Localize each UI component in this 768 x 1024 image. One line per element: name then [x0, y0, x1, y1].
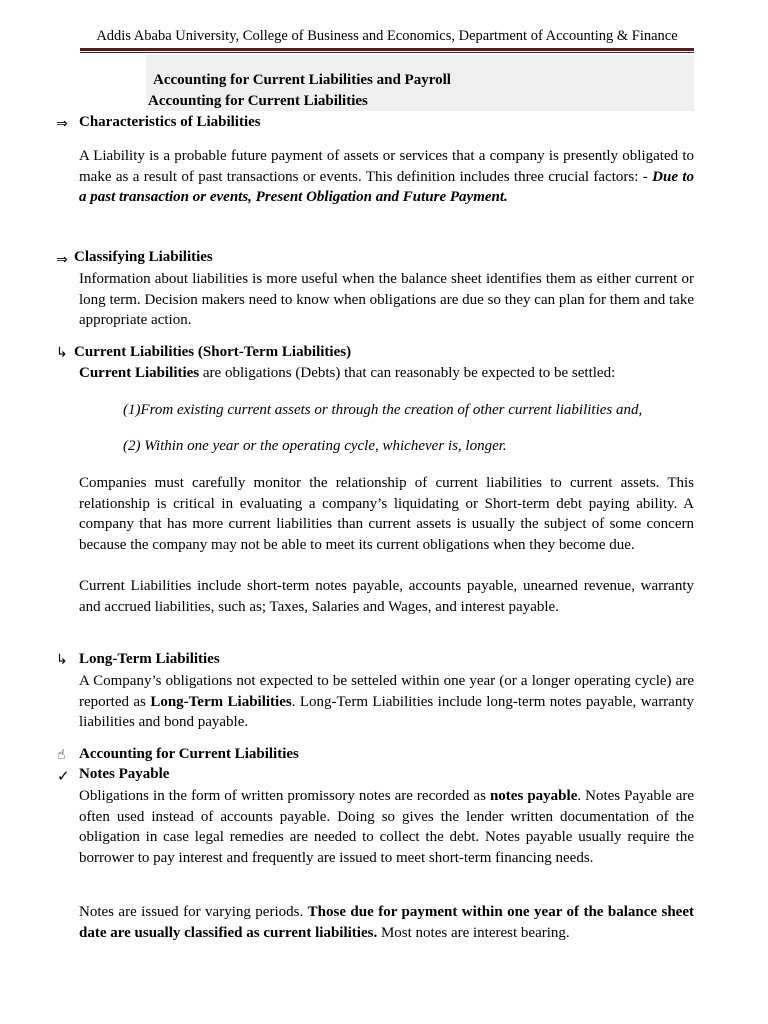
factors-emphasis: Due to a past transaction or events, Present Obligation and Future Payment.	[79, 168, 695, 206]
arrow-icon: ⇒	[56, 116, 68, 132]
paragraph-notes-payable: Obligations in the form of written promissory notes are recorded as notes payable. Notes Payable are often used instead of accounts payable. Doing so gives the lender written documentation of the obligation in case legal remedies are needed to collect the debt. Notes payable usually require the borrower to pay interest and frequently are issued to meet short-term financing needs.	[79, 788, 695, 866]
criteria-item-1: (1)From existing current assets or through the creation of other current liabilities and,	[123, 402, 643, 418]
heading-classifying: Classifying Liabilities	[74, 249, 213, 265]
paragraph-current-relationship: Companies must carefully monitor the relationship of current liabilities to current assets. This relationship is critical in evaluating a company’s liquidating or Short-term debt paying ability. A company that has more current liabilities than current assets is usually the subject of some concern because the company may not be able to meet its current obligations when they become due.	[79, 475, 694, 553]
heading-characteristics: Characteristics of Liabilities	[79, 114, 261, 130]
hook-arrow-icon: ↳	[56, 652, 68, 668]
paragraph-current-definition: Current Liabilities are obligations (Debts) that can reasonably be expected to be settled:	[79, 365, 616, 381]
paragraph-classifying: Information about liabilities is more useful when the balance sheet identifies them as either current or long term. Decision makers need to know when obligations are due so they can plan for them and take appropriate action.	[79, 271, 694, 329]
heading-notes-payable: Notes Payable	[79, 766, 170, 782]
paragraph-long-term: A Company’s obligations not expected to be setteled within one year (or a longer operating cycle) are reported as Long-Term Liabilities. Long-Term Liabilities include long-term notes payable, warranty liabilities and bond payable.	[79, 673, 695, 731]
paragraph-characteristics: A Liability is a probable future payment of assets or services that a company is presently obligated to make as a result of past transactions or events. This definition includes three crucial factors: - Due to a past transaction or events, Present Obligation and Future Payment.	[79, 148, 695, 206]
heading-current-liabilities: Current Liabilities (Short-Term Liabilities)	[74, 344, 352, 360]
heading-long-term: Long-Term Liabilities	[79, 651, 220, 667]
header-rule	[80, 48, 694, 51]
paragraph-notes-periods: Notes are issued for varying periods. Those due for payment within one year of the balance sheet date are usually classified as current liabilities. Most notes are interest bearing.	[79, 904, 694, 941]
pointing-hand-icon: ☝	[57, 747, 66, 763]
heading-accounting-current: Accounting for Current Liabilities	[79, 746, 299, 762]
check-icon: ✓	[57, 767, 70, 785]
paragraph-current-includes: Current Liabilities include short-term notes payable, accounts payable, unearned revenue, warranty and accrued liabilities, such as; Taxes, Salaries and Wages, and interest payable.	[79, 578, 694, 615]
page-header: Addis Ababa University, College of Business and Economics, Department of Accounting & Finance	[96, 28, 678, 44]
hook-arrow-icon: ↳	[56, 345, 68, 361]
section-title: Accounting for Current Liabilities	[148, 93, 368, 109]
arrow-icon: ⇒	[56, 252, 68, 268]
chapter-title: Accounting for Current Liabilities and Payroll	[153, 72, 451, 88]
header-rule-thin	[80, 52, 694, 53]
criteria-item-2: (2) Within one year or the operating cycle, whichever is, longer.	[123, 438, 507, 454]
